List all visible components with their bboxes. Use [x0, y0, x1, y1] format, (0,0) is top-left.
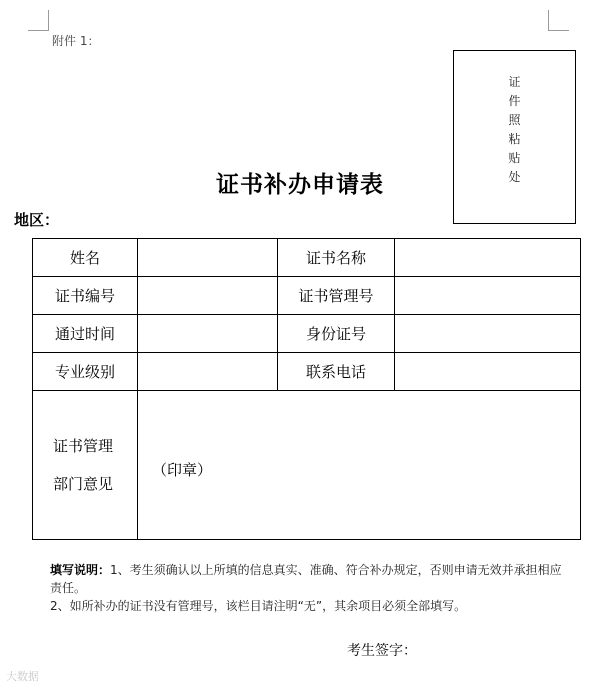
form-row — [33, 353, 581, 391]
application-form — [32, 238, 581, 540]
label-pass-date: 通过时间 — [33, 315, 138, 353]
opinion-field[interactable] — [138, 391, 581, 540]
opinion-label-line2: 部门意见 — [53, 475, 114, 493]
field-name[interactable] — [138, 239, 278, 277]
photo-char: 证 — [508, 75, 521, 89]
field-specialty-level[interactable] — [138, 353, 278, 391]
instructions-heading: 填写说明： — [50, 563, 111, 577]
field-certificate-management-number[interactable] — [395, 277, 581, 315]
crop-mark-tr-v — [548, 10, 549, 31]
photo-char: 贴 — [508, 151, 521, 165]
form-row — [33, 277, 581, 315]
label-phone: 联系电话 — [278, 353, 395, 391]
label-certificate-management-number: 证书管理号 — [278, 277, 395, 315]
field-id-number[interactable] — [395, 315, 581, 353]
seal-label: （印章） — [152, 460, 213, 479]
field-pass-date[interactable] — [138, 315, 278, 353]
photo-char: 粘 — [508, 132, 521, 146]
attachment-label: 附件 1： — [52, 34, 100, 48]
instruction-text: 1、考生须确认以上所填的信息真实、准确、符合补办规定，否则申请无效并承担相应责任。 — [50, 563, 562, 595]
opinion-label-line1: 证书管理 — [53, 437, 114, 455]
field-certificate-name[interactable] — [395, 239, 581, 277]
region-label: 地区： — [14, 211, 60, 229]
form-row — [33, 315, 581, 353]
label-certificate-number: 证书编号 — [33, 277, 138, 315]
instruction-item: 2、如所补办的证书没有管理号，该栏目请注明“无”，其余项目必须全部填写。 — [50, 599, 467, 613]
form-row-opinion — [33, 391, 581, 540]
label-specialty-level: 专业级别 — [33, 353, 138, 391]
field-phone[interactable] — [395, 353, 581, 391]
field-certificate-number[interactable] — [138, 277, 278, 315]
opinion-label-cell — [33, 391, 138, 540]
label-id-number: 身份证号 — [278, 315, 395, 353]
crop-mark-tr-h — [548, 30, 569, 31]
crop-mark-tl-h — [28, 30, 49, 31]
label-name: 姓名 — [33, 239, 138, 277]
signature-label: 考生签字： — [347, 643, 417, 659]
photo-char: 照 — [508, 113, 521, 127]
instruction-item — [50, 561, 570, 597]
form-row — [33, 239, 581, 277]
document-title: 证书补办申请表 — [216, 172, 384, 198]
instructions — [50, 561, 570, 615]
crop-mark-tl-v — [48, 10, 49, 31]
watermark: 大数据 — [6, 670, 39, 683]
photo-char: 处 — [508, 170, 521, 184]
photo-char: 件 — [508, 94, 521, 108]
label-certificate-name: 证书名称 — [278, 239, 395, 277]
